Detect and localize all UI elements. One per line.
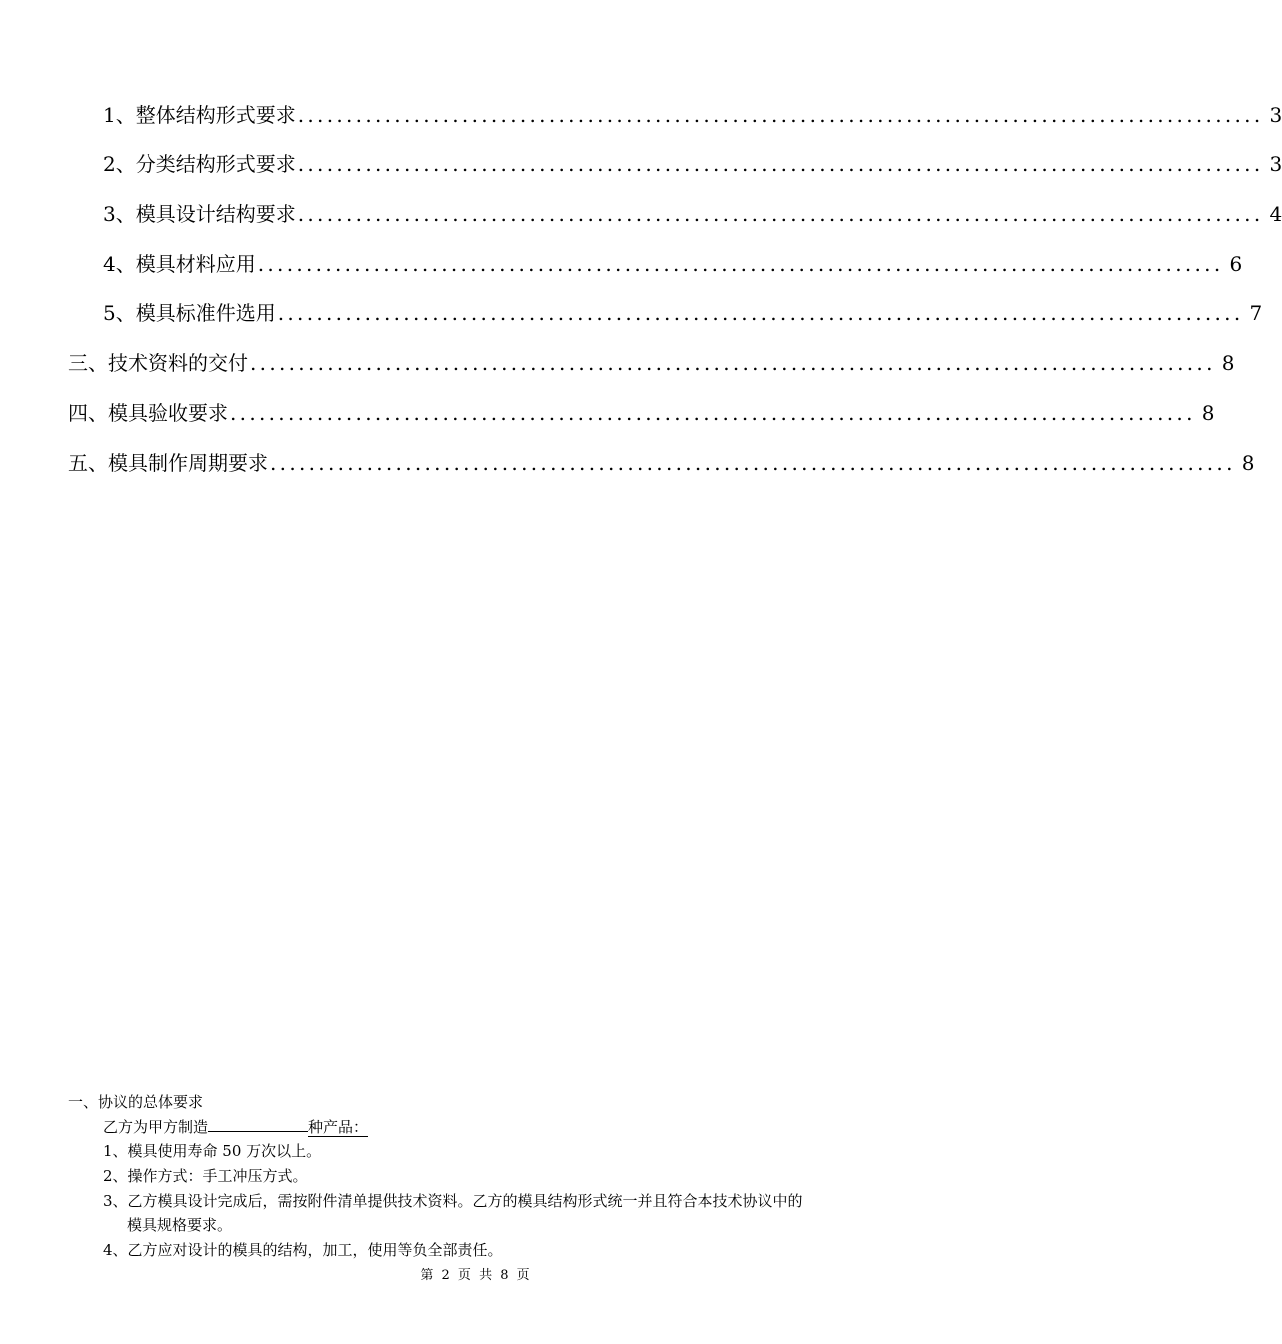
toc-entry[interactable] (68, 348, 1235, 378)
current-page-number: 2 (441, 1268, 450, 1283)
toc-leader-dots: .................................................................................................... (297, 202, 1264, 226)
intro-text-before: 乙方为甲方制造 (103, 1118, 209, 1136)
footer-text: 页 (516, 1268, 530, 1283)
requirement-item: 3、乙方模具设计完成后，需按附件清单提供技术资料。乙方的模具结构形式统一并且符合本技术协议中的 (103, 1192, 803, 1210)
toc-entry-label: 4、模具材料应用 (103, 252, 256, 276)
toc-entry[interactable] (68, 398, 1215, 428)
requirement-item: 1、模具使用寿命 50 万次以上。 (103, 1142, 322, 1160)
section-heading: 一、协议的总体要求 (68, 1093, 204, 1111)
toc-leader-dots: .................................................................................................... (270, 451, 1236, 475)
toc-entry[interactable] (68, 448, 1255, 478)
footer-text: 第 (420, 1268, 434, 1283)
toc-leader-dots: .................................................................................................... (250, 351, 1216, 375)
toc-entry[interactable] (103, 199, 1282, 229)
toc-entry-page: 4 (1269, 202, 1282, 226)
requirement-item-continuation: 模具规格要求。 (127, 1216, 233, 1234)
toc-entry-label: 3、模具设计结构要求 (103, 202, 296, 226)
toc-entry-page: 3 (1269, 103, 1282, 127)
fill-in-blank[interactable] (208, 1115, 308, 1132)
toc-leader-dots: .................................................................................................... (257, 252, 1224, 276)
toc-leader-dots: .................................................................................................... (230, 401, 1196, 425)
toc-entry-page: 8 (1221, 351, 1235, 375)
toc-entry-label: 5、模具标准件选用 (103, 301, 276, 325)
toc-entry-page: 3 (1269, 152, 1282, 176)
toc-entry-page: 7 (1249, 301, 1263, 325)
toc-entry-label: 五、模具制作周期要求 (68, 451, 268, 475)
toc-entry-label: 四、模具验收要求 (68, 401, 228, 425)
page-footer (0, 1266, 950, 1286)
toc-entry-page: 8 (1201, 401, 1215, 425)
toc-entry[interactable] (103, 249, 1243, 279)
footer-text: 共 (479, 1268, 493, 1283)
toc-entry[interactable] (103, 298, 1263, 328)
toc-entry-label: 1、整体结构形式要求 (103, 103, 296, 127)
total-page-count: 8 (500, 1268, 509, 1283)
toc-entry[interactable] (103, 149, 1282, 179)
intro-text-after: 种产品： (308, 1118, 369, 1136)
footer-text: 页 (457, 1268, 471, 1283)
toc-entry-label: 三、技术资料的交付 (68, 351, 248, 375)
toc-leader-dots: .................................................................................................... (297, 152, 1264, 176)
toc-entry-page: 8 (1241, 451, 1255, 475)
toc-leader-dots: .................................................................................................... (277, 301, 1244, 325)
requirement-item: 2、操作方式：手工冲压方式。 (103, 1167, 308, 1185)
toc-entry-label: 2、分类结构形式要求 (103, 152, 296, 176)
toc-leader-dots: .................................................................................................... (297, 103, 1264, 127)
intro-line (103, 1115, 368, 1139)
toc-entry[interactable] (103, 100, 1282, 130)
requirement-item: 4、乙方应对设计的模具的结构，加工，使用等负全部责任。 (103, 1241, 503, 1259)
toc-entry-page: 6 (1229, 252, 1243, 276)
